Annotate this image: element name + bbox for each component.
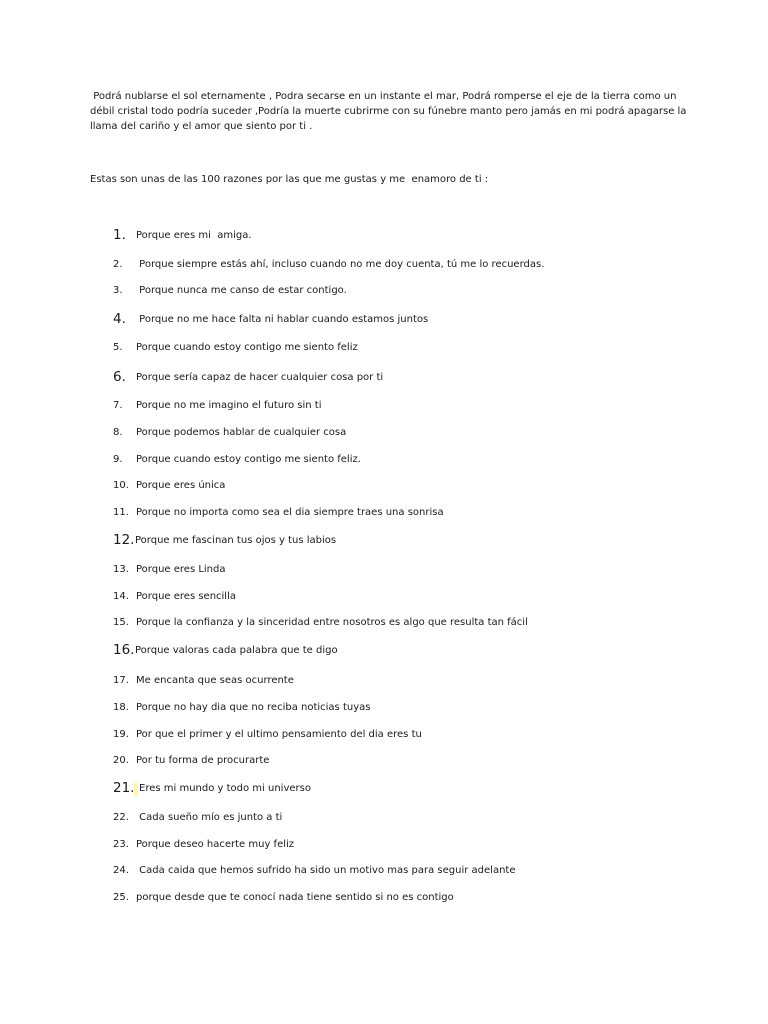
item-number: 9. bbox=[113, 454, 123, 465]
item-number: 13. bbox=[113, 564, 129, 575]
item-number: 14. bbox=[113, 591, 129, 602]
item-text: Porque no me imagino el futuro sin ti bbox=[136, 400, 322, 411]
list-item bbox=[0, 586, 768, 604]
list-item bbox=[0, 807, 768, 825]
item-number: 5. bbox=[113, 342, 123, 353]
item-text: Porque podemos hablar de cualquier cosa bbox=[136, 427, 347, 438]
item-number: 4. bbox=[113, 311, 126, 327]
intro-paragraph: Podrá nublarse el sol eternamente , Podra secarse en un instante el mar, Podrá romperse el eje de la tierra como un débil cristal todo podría suceder ,Podría la muerte cubrirme con su fúnebre manto pero jamás en mi podrá apagarse la llama del cariño y el amor que siento por ti . bbox=[90, 91, 690, 132]
item-number: 17. bbox=[113, 675, 129, 686]
item-text: Porque eres mi amiga. bbox=[136, 230, 252, 241]
item-text: Porque siempre estás ahí, incluso cuando no me doy cuenta, tú me lo recuerdas. bbox=[136, 259, 545, 270]
item-number: 1. bbox=[113, 227, 126, 243]
item-text: Porque sería capaz de hacer cualquier cosa por ti bbox=[136, 372, 384, 383]
item-text: Porque me fascinan tus ojos y tus labios bbox=[135, 535, 337, 546]
list-item bbox=[0, 697, 768, 715]
item-text: Cada caida que hemos sufrido ha sido un motivo mas para seguir adelante bbox=[136, 865, 516, 876]
item-number: 21. bbox=[113, 780, 135, 796]
list-item bbox=[0, 887, 768, 905]
list-item bbox=[0, 502, 768, 520]
item-number: 18. bbox=[113, 702, 129, 713]
list-item bbox=[0, 860, 768, 878]
item-text: Eres mi mundo y todo mi universo bbox=[139, 783, 311, 794]
item-text: Me encanta que seas ocurrente bbox=[136, 675, 294, 686]
list-item bbox=[0, 670, 768, 688]
item-text: porque desde que te conocí nada tiene sentido si no es contigo bbox=[136, 892, 454, 903]
item-number: 3. bbox=[113, 285, 123, 296]
list-item bbox=[0, 750, 768, 768]
list-item bbox=[0, 612, 768, 630]
item-text: Cada sueño mío es junto a ti bbox=[136, 812, 283, 823]
item-number: 11. bbox=[113, 507, 129, 518]
item-text: Porque eres única bbox=[136, 480, 226, 491]
list-item bbox=[0, 254, 768, 272]
item-number: 24. bbox=[113, 865, 129, 876]
list-item bbox=[0, 475, 768, 493]
item-text: Porque no hay dia que no reciba noticias tuyas bbox=[136, 702, 371, 713]
item-number: 20. bbox=[113, 755, 129, 766]
item-number: 2. bbox=[113, 259, 123, 270]
item-number: 23. bbox=[113, 839, 129, 850]
list-item bbox=[0, 559, 768, 577]
item-number: 25. bbox=[113, 892, 129, 903]
list-item bbox=[0, 225, 768, 243]
item-text: Por tu forma de procurarte bbox=[136, 755, 270, 766]
item-text: Porque cuando estoy contigo me siento feliz. bbox=[136, 454, 361, 465]
item-number: 12. bbox=[113, 532, 135, 548]
item-number: 7. bbox=[113, 400, 123, 411]
item-text: Porque eres Linda bbox=[136, 564, 226, 575]
item-text: Porque cuando estoy contigo me siento feliz bbox=[136, 342, 358, 353]
list-item bbox=[0, 337, 768, 355]
item-text: Por que el primer y el ultimo pensamiento del dia eres tu bbox=[136, 729, 422, 740]
list-item bbox=[0, 449, 768, 467]
list-item bbox=[0, 367, 768, 385]
list-item bbox=[0, 309, 768, 327]
item-text: Porque eres sencilla bbox=[136, 591, 236, 602]
item-number: 8. bbox=[113, 427, 123, 438]
list-item bbox=[0, 530, 768, 548]
item-text: Porque nunca me canso de estar contigo. bbox=[136, 285, 347, 296]
list-item bbox=[0, 778, 768, 796]
item-text: Porque deseo hacerte muy feliz bbox=[136, 839, 295, 850]
list-item bbox=[0, 280, 768, 298]
highlight-mark bbox=[134, 783, 138, 796]
list-item bbox=[0, 834, 768, 852]
item-text: Porque la confianza y la sinceridad entre nosotros es algo que resulta tan fácil bbox=[136, 617, 528, 628]
item-number: 19. bbox=[113, 729, 129, 740]
item-text: Porque no me hace falta ni hablar cuando estamos juntos bbox=[136, 314, 429, 325]
item-number: 6. bbox=[113, 369, 126, 385]
item-number: 15. bbox=[113, 617, 129, 628]
list-item bbox=[0, 422, 768, 440]
item-text: Porque no importa como sea el dia siempre traes una sonrisa bbox=[136, 507, 444, 518]
list-item bbox=[0, 395, 768, 413]
item-number: 16. bbox=[113, 642, 135, 658]
list-item bbox=[0, 724, 768, 742]
list-item bbox=[0, 640, 768, 658]
item-number: 22. bbox=[113, 812, 129, 823]
item-number: 10. bbox=[113, 480, 129, 491]
reasons-lead-in: Estas son unas de las 100 razones por las que me gustas y me enamoro de ti : bbox=[90, 174, 489, 185]
item-text: Porque valoras cada palabra que te digo bbox=[135, 645, 338, 656]
